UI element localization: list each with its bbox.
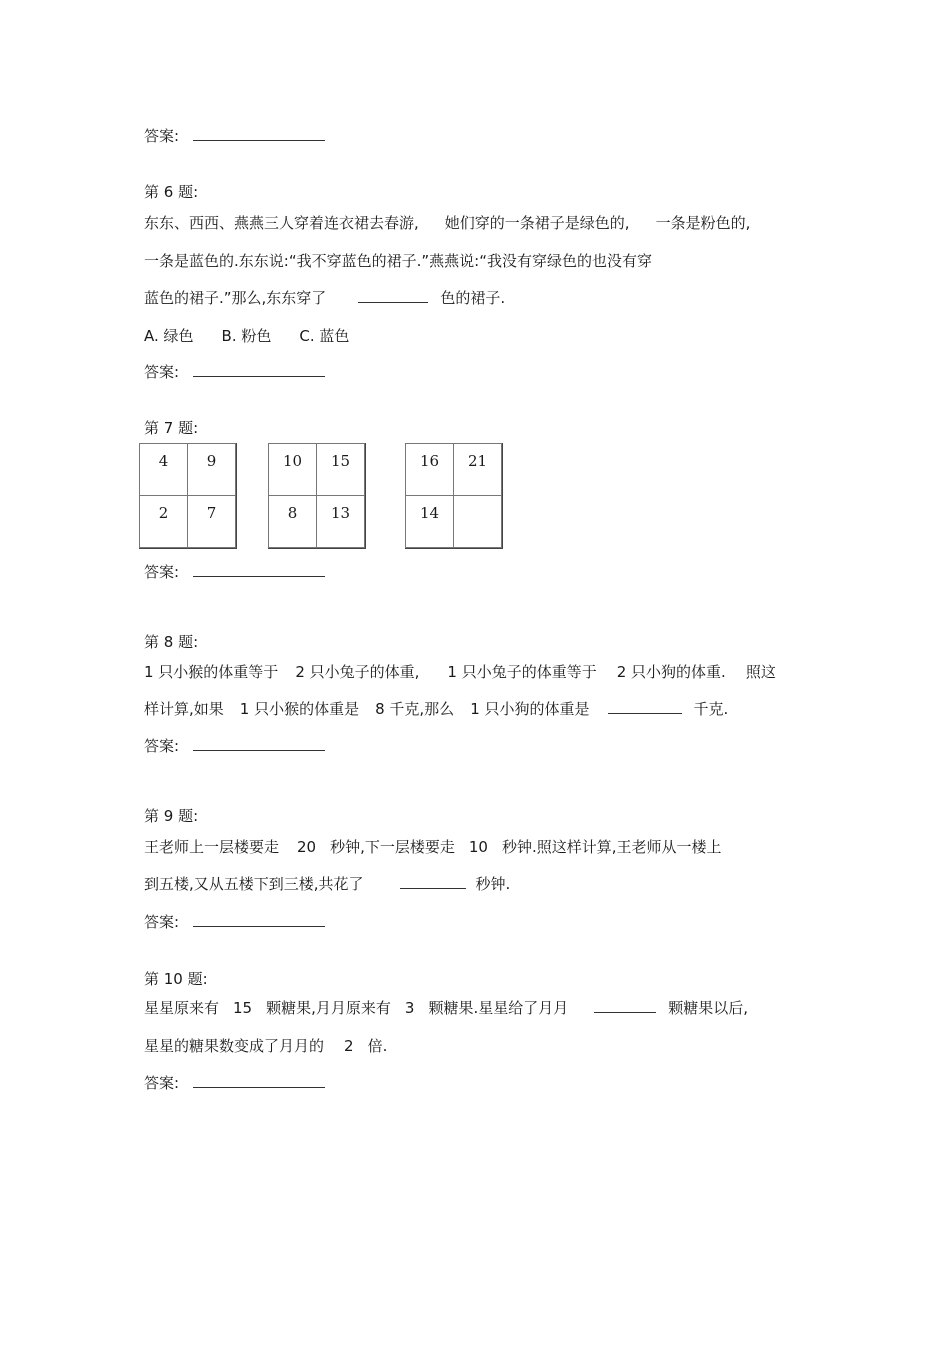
q6-line-3 [144, 288, 505, 308]
question-title-8: 第 8 题: [144, 633, 199, 651]
q6-text: 色的裙子. [440, 289, 506, 307]
q10-text: 星星的糖果数变成了月月的 [144, 1037, 325, 1055]
answer-line-q6 [144, 362, 325, 382]
q8-text: 样计算,如果 [144, 700, 224, 718]
answer-label: 答案: [144, 363, 180, 381]
q6-line-1 [144, 213, 750, 233]
fill-blank[interactable] [594, 998, 656, 1013]
q8-line-1 [144, 662, 776, 682]
q10-line-2 [144, 1036, 387, 1056]
q10-text: 星星原来有 [144, 999, 220, 1017]
fill-blank[interactable] [608, 699, 682, 714]
answer-label: 答案: [144, 1074, 180, 1092]
grid-cell: 2 [139, 495, 188, 548]
q8-text: 照这 [745, 663, 776, 681]
answer-line-q7 [144, 562, 325, 582]
q6-text: 她们穿的一条裙子是绿色的, [444, 214, 630, 232]
answer-label: 答案: [144, 737, 180, 755]
answer-label: 答案: [144, 913, 180, 931]
q6-line-2: 一条是蓝色的.东东说:“我不穿蓝色的裙子.”燕燕说:“我没有穿绿色的也没有穿 [144, 252, 652, 270]
grid-cell: 13 [316, 495, 365, 548]
q9-text: 10 [468, 838, 488, 856]
option-b[interactable]: B. 粉色 [221, 327, 272, 345]
answer-blank[interactable] [193, 1073, 325, 1088]
number-grid-1 [139, 443, 237, 549]
q8-text: 千克. [693, 700, 729, 718]
q6-text: 东东、西西、燕燕三人穿着连衣裙去春游, [144, 214, 419, 232]
grid-cell: 9 [187, 443, 236, 496]
q8-text: 2 只小兔子的体重, [295, 663, 420, 681]
q9-text: 王老师上一层楼要走 [144, 838, 280, 856]
option-a[interactable]: A. 绿色 [144, 327, 194, 345]
answer-blank[interactable] [193, 362, 325, 377]
option-c[interactable]: C. 蓝色 [299, 327, 350, 345]
grid-cell: 16 [405, 443, 454, 496]
q10-line-1 [144, 998, 748, 1018]
question-title-7: 第 7 题: [144, 419, 199, 437]
q6-options [144, 326, 349, 346]
answer-line-q8 [144, 736, 325, 756]
q8-text: 1 只小狗的体重是 [470, 700, 590, 718]
answer-label: 答案: [144, 127, 180, 145]
fill-blank[interactable] [358, 288, 428, 303]
q6-text: 一条是粉色的, [655, 214, 751, 232]
answer-blank[interactable] [193, 912, 325, 927]
q9-line-2 [144, 874, 510, 894]
answer-line-q10 [144, 1073, 325, 1093]
answer-line-q5 [144, 126, 325, 146]
grid-cell: 15 [316, 443, 365, 496]
q9-text: 到五楼,又从五楼下到三楼,共花了 [144, 875, 364, 893]
answer-blank[interactable] [193, 736, 325, 751]
q10-text: 倍. [367, 1037, 388, 1055]
q9-text: 20 [297, 838, 317, 856]
number-grid-3 [405, 443, 503, 549]
grid-cell: 7 [187, 495, 236, 548]
question-title-6: 第 6 题: [144, 183, 199, 201]
q9-text: 秒钟. [475, 875, 511, 893]
q10-text: 颗糖果,月月原来有 [266, 999, 391, 1017]
grid-cell: 14 [405, 495, 454, 548]
fill-blank[interactable] [400, 874, 466, 889]
q10-text: 颗糖果以后, [668, 999, 748, 1017]
q9-text: 秒钟,下一层楼要走 [330, 838, 455, 856]
q10-text: 2 [344, 1037, 354, 1055]
question-title-9: 第 9 题: [144, 807, 199, 825]
q10-text: 颗糖果.星星给了月月 [428, 999, 569, 1017]
q8-text: 8 千克,那么 [375, 700, 455, 718]
q8-text: 1 只小猴的体重是 [239, 700, 360, 718]
q8-line-2 [144, 699, 728, 719]
answer-line-q9 [144, 912, 325, 932]
question-title-10: 第 10 题: [144, 970, 208, 988]
grid-cell: 8 [268, 495, 317, 548]
q9-line-1 [144, 837, 722, 857]
grid-cell: 4 [139, 443, 188, 496]
number-grid-2 [268, 443, 366, 549]
q9-text: 秒钟.照这样计算,王老师从一楼上 [501, 838, 722, 856]
q8-text: 2 只小狗的体重. [616, 663, 726, 681]
answer-blank[interactable] [193, 126, 325, 141]
grid-cell: 10 [268, 443, 317, 496]
answer-label: 答案: [144, 563, 180, 581]
grid-cell: 21 [453, 443, 502, 496]
answer-blank[interactable] [193, 562, 325, 577]
q8-text: 1 只小猴的体重等于 [144, 663, 279, 681]
q10-text: 3 [404, 999, 415, 1017]
grid-cell-empty[interactable] [453, 495, 502, 548]
q10-text: 15 [233, 999, 253, 1017]
q8-text: 1 只小兔子的体重等于 [447, 663, 597, 681]
q6-text: 蓝色的裙子.”那么,东东穿了 [144, 289, 327, 307]
